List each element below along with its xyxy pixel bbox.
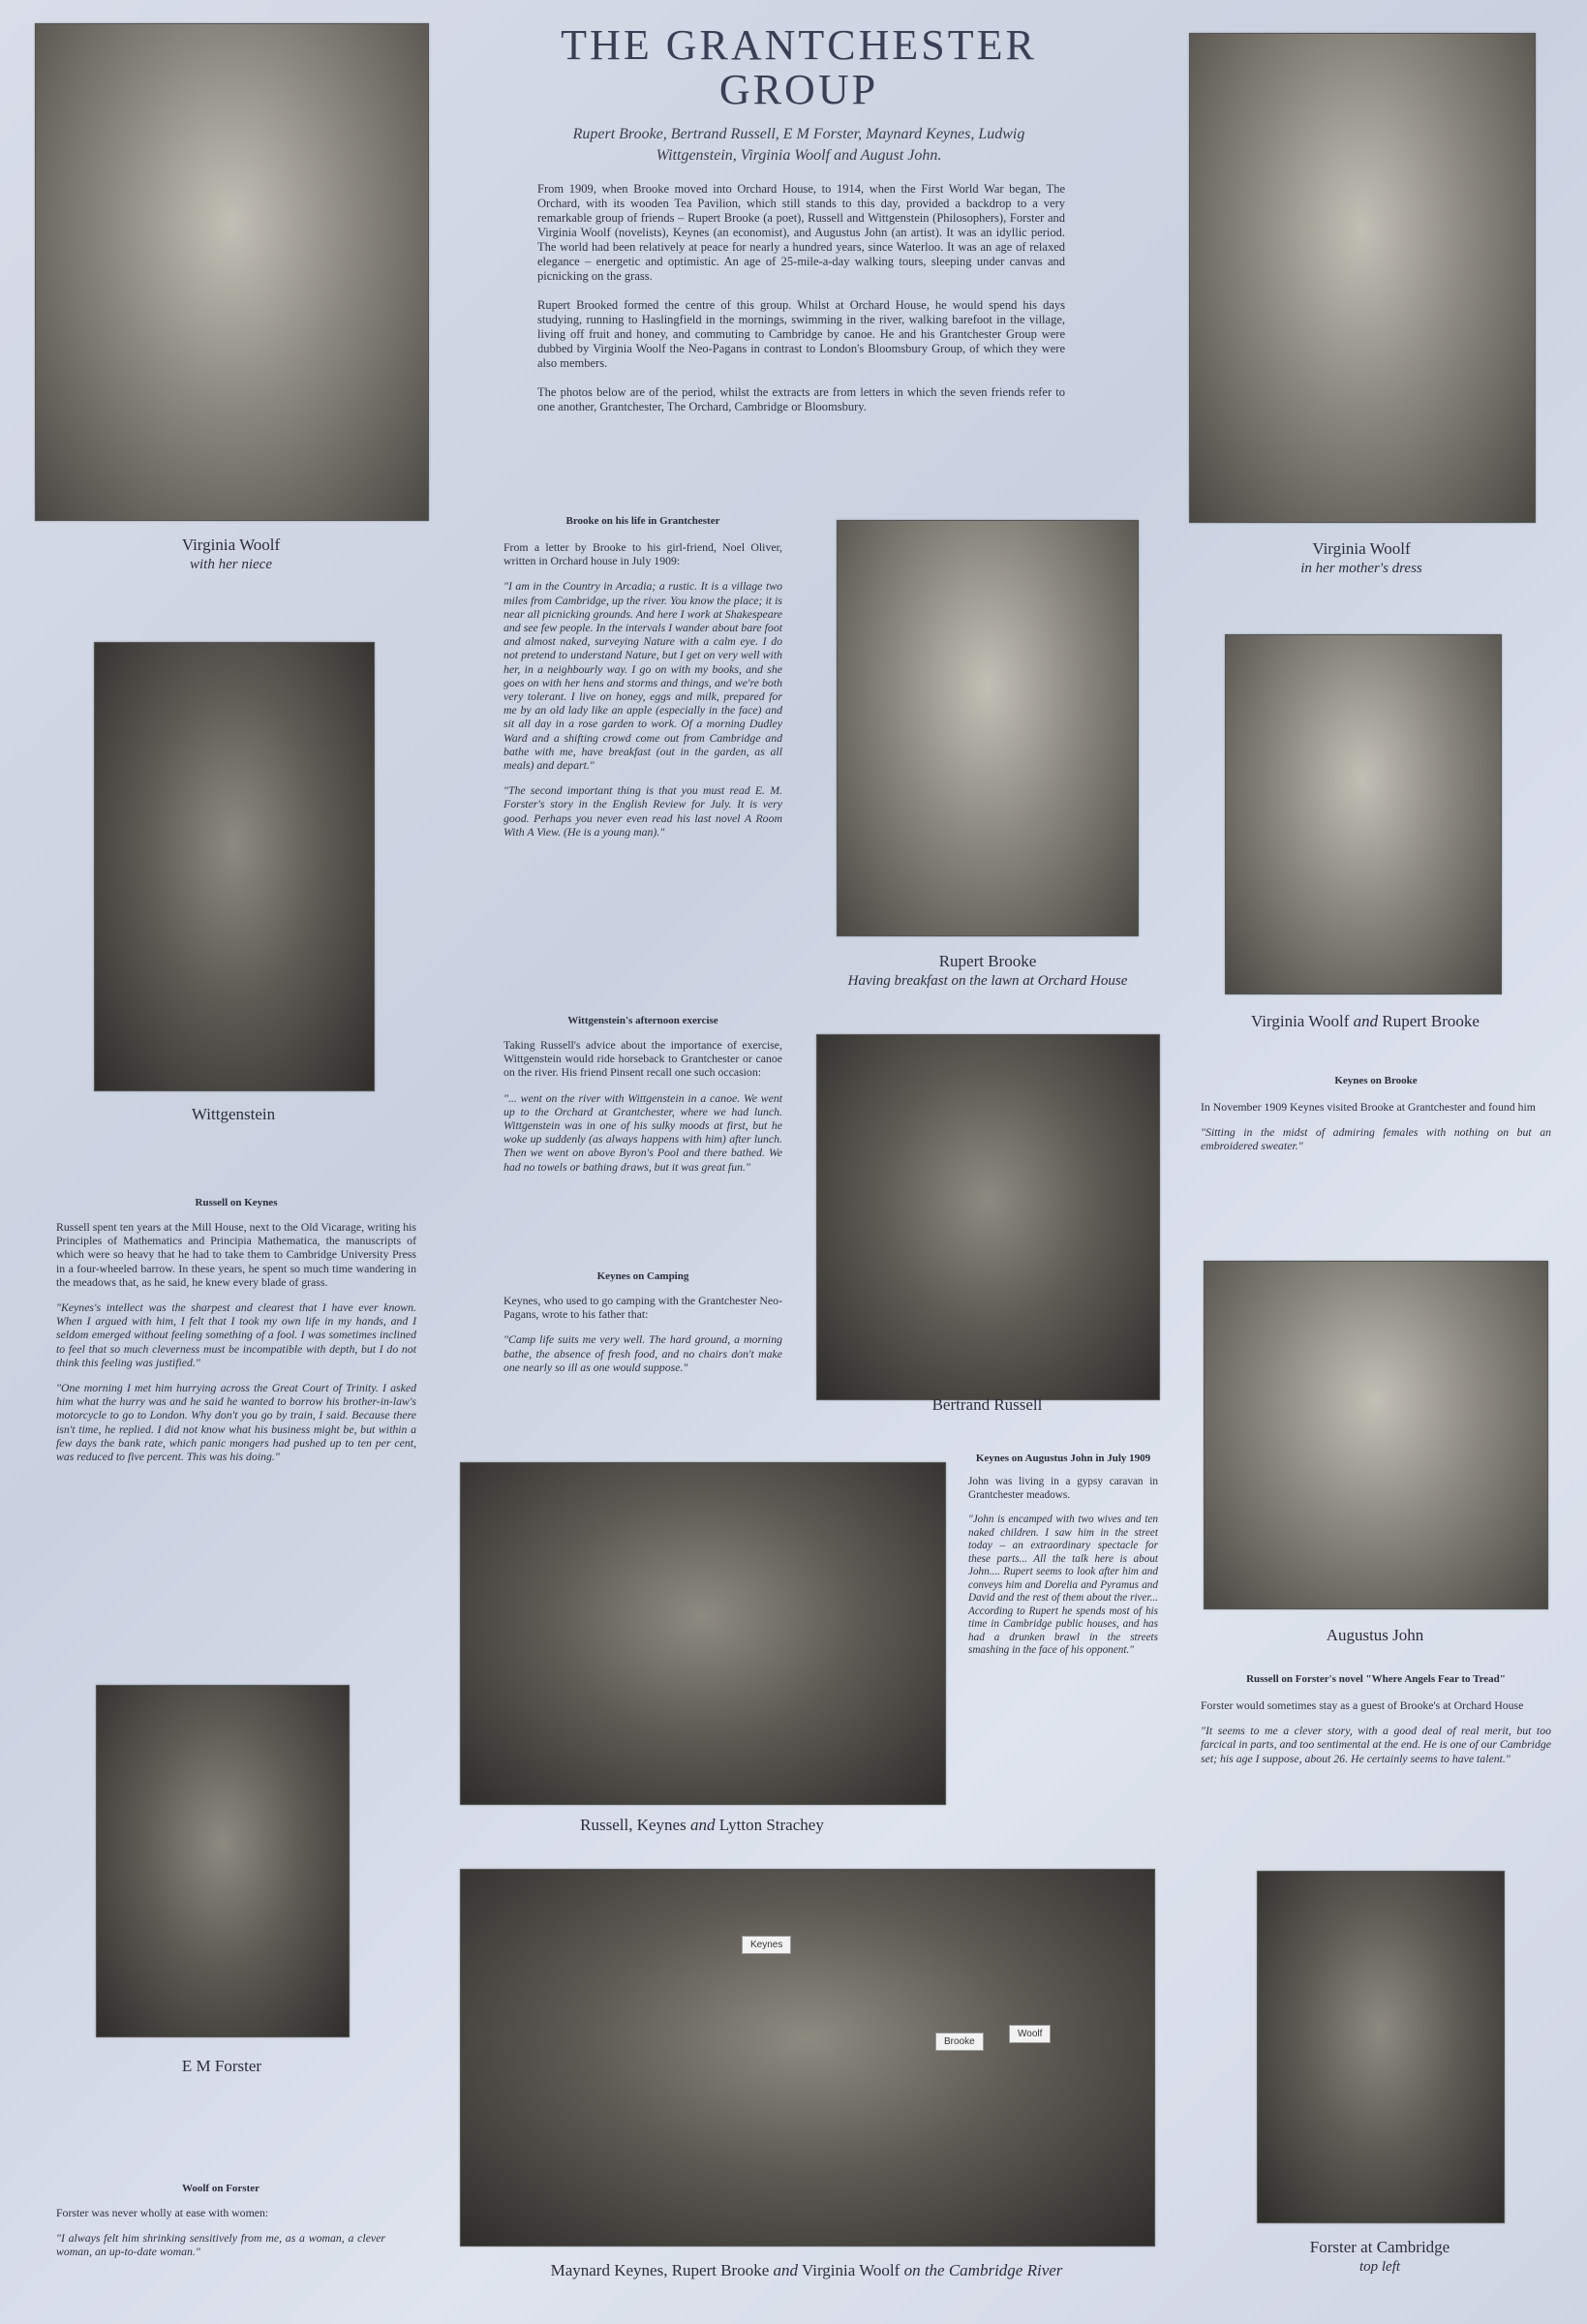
intro-paragraph: From 1909, when Brooke moved into Orchard House, to 1914, when the First World War began, The Orchard, with its wooden Tea Pavilion, which still stands to this day, provided a backdrop to a very remarkable group of friends – Rupert Brooke (a poet), Russell and Wittgenstein (Philosophers), Forster and Virginia Woolf (novelists), Keynes (an economist), and Augustus John (an artist). It was an idyllic period. The world had been relatively at peace for nearly a hundred years, since Waterloo. It was an age of relaxed elegance – energetic and optimistic. An age of 25-mile-a-day walking tours, sleeping under canvas and picnicking on the grass. xyxy=(537,182,1065,283)
section-body xyxy=(504,540,782,839)
tag-brooke: Brooke xyxy=(935,2033,984,2051)
section-intro: Russell spent ten years at the Mill House, next to the Old Vicarage, writing his Principles of Mathematics and Principia Mathematica, the manuscripts of which were so heavy that he had to take them to Cambridge University Press in a four-wheeled barrow. In these years, he spent so much time wandering in the meadows that, as he said, he knew every blade of grass. xyxy=(56,1220,416,1289)
photo-russell xyxy=(816,1034,1160,1400)
section-wittgenstein-exercise xyxy=(504,1015,782,1185)
caption-woolf-dress xyxy=(1189,538,1534,579)
caption-forster xyxy=(96,2056,348,2076)
caption-sub: with her niece xyxy=(190,557,272,572)
caption-sub: Having breakfast on the lawn at Orchard House xyxy=(847,973,1128,989)
photo-russell-keynes-strachey xyxy=(460,1462,946,1805)
photo-cambridge-river xyxy=(460,1869,1155,2247)
caption-augustus xyxy=(1204,1625,1546,1645)
intro-paragraph: The photos below are of the period, whilst the extracts are from letters in which the seven friends refer to one another, Grantchester, The Orchard, Cambridge or Bloomsbury. xyxy=(537,385,1065,413)
section-intro: John was living in a gypsy caravan in Grantchester meadows. xyxy=(968,1476,1158,1501)
section-heading: Russell on Keynes xyxy=(195,1197,278,1208)
section-body xyxy=(56,2206,385,2259)
section-quote: "I always felt him shrinking sensitively from me, as a woman, a clever woman, an up-to-date woman." xyxy=(56,2231,385,2259)
caption-name: Forster at Cambridge xyxy=(1309,2238,1450,2256)
photo-brooke-breakfast xyxy=(837,520,1139,936)
photo-augustus-john xyxy=(1204,1261,1548,1609)
page-title: THE GRANTCHESTER GROUP xyxy=(561,21,1037,113)
caption-woolf-brooke xyxy=(1181,1011,1549,1031)
caption-name: Rupert Brooke xyxy=(938,952,1037,970)
caption-and: and xyxy=(773,2261,799,2279)
caption-c: on the Cambridge River xyxy=(903,2261,1063,2279)
intro-paragraph: Rupert Brooked formed the centre of this group. Whilst at Orchard House, he would spend his days studying, running to Haslingfield in the mornings, swimming in the river, walking barefoot in the village, living off fruit and honey, and commuting to Cambridge by canoe. He and his Grantchester Group were dubbed by Virginia Woolf the Neo-Pagans in contrast to London's Bloomsbury Group, of which they were also members. xyxy=(537,298,1065,370)
section-intro: Taking Russell's advice about the importance of exercise, Wittgenstein would ride horseback to Grantchester or canoe on the river. His friend Pinsent recall one such occasion: xyxy=(504,1038,782,1080)
photo-wittgenstein xyxy=(94,642,375,1091)
caption-name: Augustus John xyxy=(1326,1626,1424,1644)
section-body xyxy=(1201,1698,1551,1765)
caption-sub: in her mother's dress xyxy=(1300,561,1422,576)
photo-woolf-dress xyxy=(1189,33,1536,523)
section-quote: "The second important thing is that you must read E. M. Forster's story in the English Review for July. It is very good. Perhaps you never even read his last novel A Room With A View. (He is a young man)." xyxy=(504,783,782,839)
caption-a: Maynard Keynes, Rupert Brooke xyxy=(550,2261,770,2279)
section-quote: "I am in the Country in Arcadia; a rustic. It is a village two miles from Cambridge, up the river. You know the place; it is near all picnicking grounds. And here I work at Shakespeare and see few people. In the intervals I wander about bare foot and almost naked, surveying Nature with a calm eye. I do not pretend to understand Nature, but I get on very well with her, in a neighbourly way. I go on with my books, and she goes on with her hens and storms and things, and we're both very tolerant. I live on honey, eggs and milk, prepared for me by an old lady like an apple (especially in the face) and sit all day in a rose garden to work. Of a morning Dudley Ward and a shifting crowd come out from Cambridge and bathe with me, have breakfast (out in the garden, as all meals) and depart." xyxy=(504,579,782,773)
section-quote: "One morning I met him hurrying across the Great Court of Trinity. I asked him what the hurry was and he said he wanted to borrow his brother-in-law's motorcycle to go to London. Why don't you go by train, I said. Because there isn't time, he replied. I did not know what his business might be, but within a few days the bank rate, which panic mongers had pushed up to ten per cent, was reduced to five percent. This was his doing." xyxy=(56,1381,416,1464)
section-woolf-forster xyxy=(56,2183,385,2271)
section-intro: In November 1909 Keynes visited Brooke at Grantchester and found him xyxy=(1201,1100,1536,1114)
section-heading: Keynes on Camping xyxy=(596,1270,689,1282)
tag-keynes: Keynes xyxy=(742,1936,791,1954)
section-heading: Keynes on Brooke xyxy=(1334,1075,1418,1086)
section-quote: "John is encamped with two wives and ten naked children. I saw him in the street today – an extraordinary spectacle for these parts... All the talk here is about John.... Rupert seems to look after him and conveys him and Dorelia and Pyramus and David and the rest of them about the river... According to Rupert he spends most of his time in Cambridge public houses, and has had a drunken brawl in the streets smashing in the face of his opponent." xyxy=(968,1514,1158,1656)
section-keynes-camping xyxy=(504,1270,782,1386)
caption-and: and xyxy=(689,1816,716,1834)
section-body xyxy=(1201,1100,1551,1153)
section-quote: "Camp life suits me very well. The hard ground, a morning bathe, the absence of fresh food, and no chairs don't make one nearly so ill as one would suppose." xyxy=(504,1332,782,1374)
caption-sub: top left xyxy=(1358,2259,1401,2275)
section-brooke-life xyxy=(504,515,782,850)
caption-name: Bertrand Russell xyxy=(931,1395,1043,1414)
photo-woolf-brooke xyxy=(1225,634,1502,994)
section-intro: Forster would sometimes stay as a guest of Brooke's at Orchard House xyxy=(1201,1698,1524,1712)
caption-wittgenstein xyxy=(94,1104,373,1124)
section-russell-forster xyxy=(1201,1673,1551,1777)
section-heading: Keynes on Augustus John in July 1909 xyxy=(975,1452,1151,1464)
section-intro: Keynes, who used to go camping with the Grantchester Neo-Pagans, wrote to his father that: xyxy=(504,1294,782,1322)
section-keynes-augustus xyxy=(968,1452,1158,1669)
photo-woolf-niece xyxy=(35,23,429,521)
photo-forster xyxy=(96,1685,350,2037)
section-quote: "Sitting in the midst of admiring females with nothing on but an embroidered sweater." xyxy=(1201,1125,1551,1153)
section-heading: Wittgenstein's afternoon exercise xyxy=(567,1015,718,1026)
section-russell-keynes xyxy=(56,1197,416,1475)
section-quote: "Keynes's intellect was the sharpest and clearest that I have ever known. When I argued with him, I felt that I took my own life in my hands, and I seldom emerged without feeling something of a fool. I was sometimes inclined to feel that so much cleverness must be incompatible with depth, but I do not think this feeling was justified." xyxy=(56,1300,416,1369)
section-heading: Woolf on Forster xyxy=(181,2183,260,2194)
section-body xyxy=(968,1476,1158,1658)
caption-cambridge-river xyxy=(460,2260,1153,2280)
section-quote: "... went on the river with Wittgenstein in a canoe. We went up to the Orchard at Grantchester, where we had lunch. Wittgenstein was in one of his sulky moods at first, but he woke up suddenly (as always happens with him) after lunch. Then we went on above Byron's Pool and there bathed. We had no towels or bathing draws, but it was great fun." xyxy=(504,1090,782,1174)
caption-a: Russell, Keynes xyxy=(580,1816,687,1834)
caption-brooke-breakfast xyxy=(813,951,1162,992)
photo-forster-cambridge xyxy=(1257,1871,1505,2223)
caption-name: Virginia Woolf xyxy=(1312,539,1411,558)
caption-b: Lytton Strachey xyxy=(718,1816,824,1834)
section-body xyxy=(504,1038,782,1174)
section-keynes-brooke xyxy=(1201,1075,1551,1165)
caption-russell-keynes-strachey xyxy=(460,1815,944,1835)
intro-text xyxy=(537,182,1065,429)
subtitle: Rupert Brooke, Bertrand Russell, E M Forster, Maynard Keynes, Ludwig Wittgenstein, Virginia Woolf and August John. xyxy=(572,126,1025,164)
caption-and: and xyxy=(1353,1012,1379,1030)
caption-b: Virginia Woolf xyxy=(801,2261,900,2279)
section-heading: Russell on Forster's novel "Where Angels Fear to Tread" xyxy=(1246,1673,1506,1685)
caption-woolf-niece xyxy=(35,535,427,575)
caption-name: Wittgenstein xyxy=(191,1105,276,1123)
caption-a: Virginia Woolf xyxy=(1251,1012,1350,1030)
caption-name: Virginia Woolf xyxy=(181,535,281,554)
section-heading: Brooke on his life in Grantchester xyxy=(565,515,720,527)
section-intro: Forster was never wholly at ease with women: xyxy=(56,2206,269,2219)
section-body xyxy=(504,1294,782,1374)
section-body xyxy=(56,1220,416,1463)
caption-forster-cambridge xyxy=(1228,2237,1532,2278)
caption-name: E M Forster xyxy=(181,2057,262,2075)
section-quote: "It seems to me a clever story, with a good deal of real merit, but too farcical in parts, and too sentimental at the end. He is one of our Cambridge set; his age I suppose, about 26. He certainly seems to have talent." xyxy=(1201,1724,1551,1765)
section-intro: From a letter by Brooke to his girl-friend, Noel Oliver, written in Orchard house in July 1909: xyxy=(504,540,782,568)
caption-russell xyxy=(816,1394,1158,1415)
caption-b: Rupert Brooke xyxy=(1382,1012,1480,1030)
tag-woolf: Woolf xyxy=(1009,2025,1051,2043)
